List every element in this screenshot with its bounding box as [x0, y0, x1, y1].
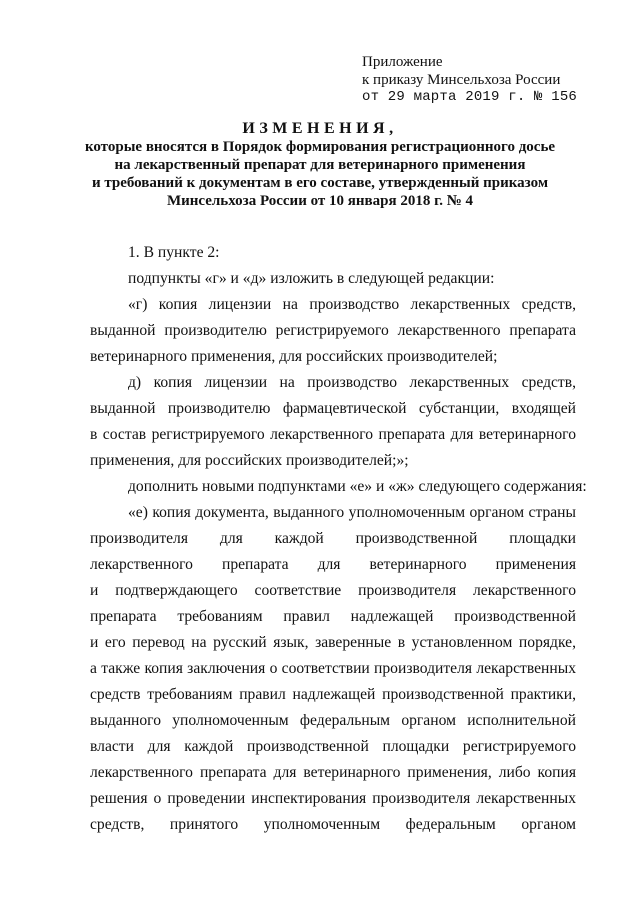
appendix-order-date: от 29 марта 2019 г. № 156	[362, 89, 578, 105]
heading-line: и требований к документам в его составе, утвержденный приказом	[91, 175, 549, 191]
text-line: решения о проведении инспектирования производителя лекарственных	[90, 790, 576, 807]
appendix-block	[362, 54, 577, 107]
text-line: выданной производителю фармацевтической субстанции, входящей	[90, 400, 576, 417]
heading-line: на лекарственный препарат для ветеринарного применения	[114, 157, 526, 173]
text-line: средств требованиям правил надлежащей производственной практики,	[90, 686, 576, 703]
text-line: дополнить новыми подпунктами «е» и «ж» следующего содержания:	[128, 478, 587, 495]
text-line: в состав регистрируемого лекарственного препарата для ветеринарного	[90, 426, 576, 443]
document-body	[90, 240, 587, 838]
document-title: ИЗМЕНЕНИЯ,	[242, 120, 398, 137]
document-heading	[60, 119, 580, 210]
text-line: «е) копия документа, выданного уполномоченным органом страны	[128, 504, 576, 521]
heading-line: которые вносятся в Порядок формирования регистрационного досье	[84, 139, 556, 155]
text-line: лекарственного препарата для ветеринарного применения, либо копия	[90, 764, 576, 781]
text-line: д) копия лицензии на производство лекарственных средств,	[128, 374, 576, 391]
text-line: «г) копия лицензии на производство лекарственных средств,	[128, 296, 576, 313]
text-line: лекарственного препарата для ветеринарного применения	[90, 556, 576, 573]
text-line: препарата требованиям правил надлежащей производственной	[90, 608, 576, 625]
text-line: власти для каждой производственной площадки регистрируемого	[90, 738, 576, 755]
text-line: а также копия заключения о соответствии производителя лекарственных	[90, 660, 576, 677]
text-line: производителя для каждой производственной площадки	[90, 530, 576, 547]
text-line: выданной производителю регистрируемого лекарственного препарата	[90, 322, 576, 339]
section-number: 1. В пункте 2:	[128, 244, 220, 261]
text-line: применения, для российских производителей;»;	[90, 452, 409, 469]
text-line: подпункты «г» и «д» изложить в следующей редакции:	[128, 270, 495, 287]
text-line: средств, принятого уполномоченным федеральным органом	[90, 816, 576, 833]
appendix-order-reference: к приказу Минсельхоза России	[362, 71, 561, 88]
text-line: выданного уполномоченным федеральным органом исполнительной	[90, 712, 576, 729]
text-line: и его перевод на русский язык, заверенные в установленном порядке,	[90, 634, 576, 651]
text-line: и подтверждающего соответствие производителя лекарственного	[90, 582, 576, 599]
text-line: ветеринарного применения, для российских производителей;	[90, 348, 498, 365]
appendix-label: Приложение	[362, 54, 443, 70]
heading-line: Минсельхоза России от 10 января 2018 г. № 4	[166, 193, 474, 209]
